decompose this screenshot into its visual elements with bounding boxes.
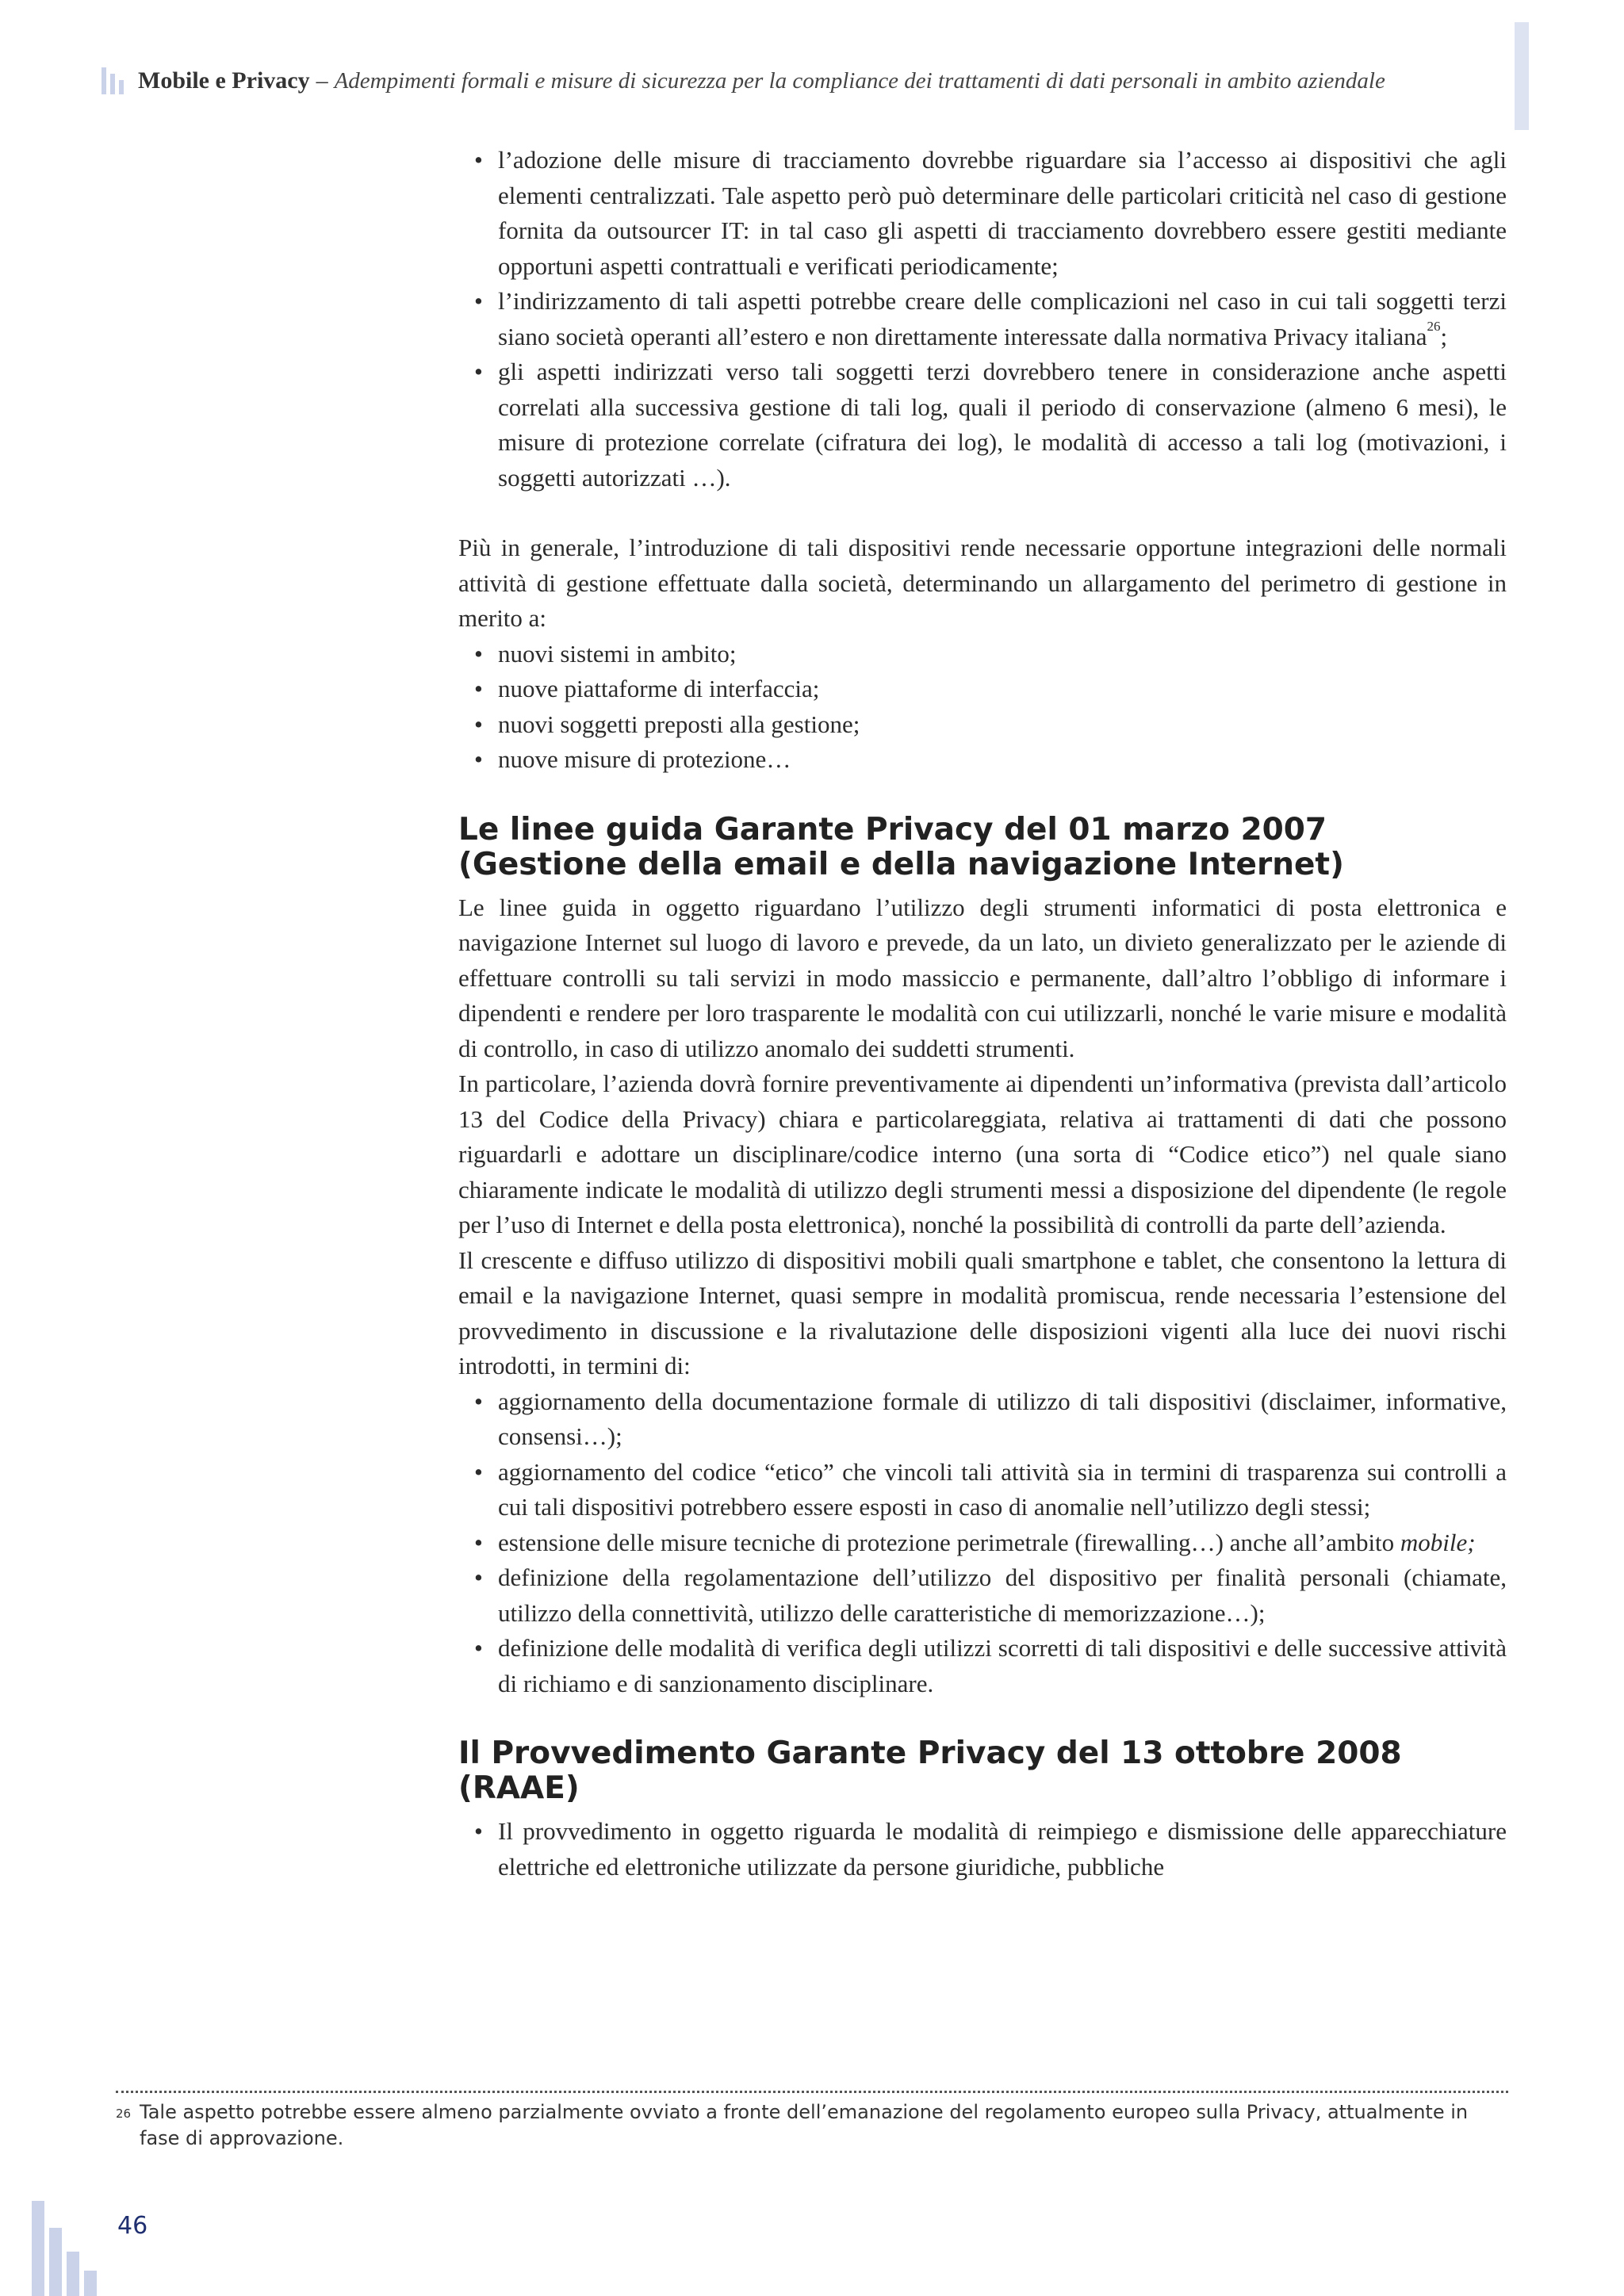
footer-bars-icon <box>32 2201 97 2296</box>
header-title: Mobile e Privacy <box>138 67 310 94</box>
footnote <box>116 2099 1508 2152</box>
intro-paragraph: Più in generale, l’introduzione di tali dispositivi rende necessarie opportune integrazioni delle normali attività di gestione effettuate dalla società, determinando un allargamento del perimetro di gestione in merito a: <box>458 534 1507 632</box>
intro-bullet-list <box>458 637 1507 778</box>
list-item: • definizione della regolamentazione dell’utilizzo del dispositivo per finalità personali (chiamate, utilizzo della connettività, utilizzo delle caratteristiche di memorizzazione…); <box>458 1560 1507 1631</box>
header-subtitle: Adempimenti formali e misure di sicurezza per la compliance dei trattamenti di dati personali in ambito aziendale <box>334 67 1385 94</box>
section-heading: Le linee guida Garante Privacy del 01 marzo 2007 (Gestione della email e della navigazione Internet) <box>458 811 1344 882</box>
body-paragraph: Il crescente e diffuso utilizzo di dispositivi mobili quali smartphone e tablet, che consentono la lettura di email e la navigazione Internet, quasi sempre in modalità promiscua, rende necessaria l’estensione del provvedimento in discussione e la rivalutazione delle disposizioni vigenti alla luce dei nuovi rischi introdotti, in termini di: <box>458 1246 1507 1380</box>
list-item: • nuovi sistemi in ambito; <box>458 637 1507 672</box>
list-item: • nuove misure di protezione… <box>458 742 1507 778</box>
list-item: • estensione delle misure tecniche di protezione perimetrale (firewalling…) anche all’ambito mobile; <box>458 1525 1507 1561</box>
list-item: • l’indirizzamento di tali aspetti potrebbe creare delle complicazioni nel caso in cui tali soggetti terzi siano società operanti all’estero e non direttamente interessate dalla normativa Privacy italiana$^{26}$; <box>458 284 1507 354</box>
list-item: • l’adozione delle misure di tracciamento dovrebbe riguardare sia l’accesso ai dispositivi che agli elementi centralizzati. Tale aspetto però può determinare delle particolari criticità nel caso di gestione fornita da outsourcer IT: in tal caso gli aspetti di tracciamento dovrebbero essere gestiti mediante opportuni aspetti contrattuali e verificati periodicamente; <box>458 143 1507 284</box>
header-separator: – <box>316 67 328 94</box>
list-item: • Il provvedimento in oggetto riguarda le modalità di reimpiego e dismissione delle apparecchiature elettriche ed elettroniche utilizzate da persone giuridiche, pubbliche <box>458 1814 1507 1885</box>
list-item: • nuove piattaforme di interfaccia; <box>458 672 1507 707</box>
list-item: • aggiornamento della documentazione formale di utilizzo di tali dispositivi (disclaimer, informative, consensi…); <box>458 1384 1507 1455</box>
list-item: • gli aspetti indirizzati verso tali soggetti terzi dovrebbero tenere in considerazione anche aspetti correlati alla successiva gestione di tali log, quali il periodo di conservazione (almeno 6 mesi), le misure di protezione correlate (cifratura dei log), le modalità di accesso a tali log (motivazioni, i soggetti autorizzati …). <box>458 354 1507 496</box>
page-header <box>102 57 1513 105</box>
section2-bullet-list <box>458 1814 1507 1885</box>
body-paragraph: Le linee guida in oggetto riguardano l’utilizzo degli strumenti informatici di posta elettronica e navigazione Internet sul luogo di lavoro e prevede, da un lato, un divieto generalizzato per le aziende di effettuare controlli su tali servizi in modo massiccio e permanente, dall’altro l’obbligo di informare i dipendenti e rendere per loro trasparente le modalità con cui utilizzarli, nonché le varie misure e modalità di controllo, in caso di utilizzo anomalo dei suddetti strumenti. <box>458 893 1507 1062</box>
footnote-number: 26 <box>116 2107 132 2121</box>
body-paragraph: In particolare, l’azienda dovrà fornire preventivamente ai dipendenti un’informativa (prevista dall’articolo 13 del Codice della Privacy) chiara e particolareggiata, relativa ai trattamenti di dati che possono riguardarli e adottare un disciplinare/codice interno (una sorta di “Codice etico”) nel quale siano chiaramente indicate le modalità di utilizzo degli strumenti messi a disposizione del dipendente (le regole per l’uso di Internet e della posta elettronica), nonché la possibilità di controlli da parte dell’azienda. <box>458 1070 1507 1238</box>
corner-decoration <box>1515 22 1529 130</box>
list-item: • nuovi soggetti preposti alla gestione; <box>458 707 1507 743</box>
footnote-text: Tale aspetto potrebbe essere almeno parzialmente ovviato a fronte dell’emanazione del regolamento europeo sulla Privacy, attualmente in fase di approvazione. <box>140 2101 1469 2149</box>
footnote-reference: 26 <box>1427 318 1441 334</box>
list-item: • aggiornamento del codice “etico” che vincoli tali attività sia in termini di trasparenza sui controlli a cui tali dispositivi potrebbero essere esposti in caso di anomalie nell’utilizzo degli stessi; <box>458 1455 1507 1525</box>
top-bullet-list <box>458 143 1507 496</box>
list-item: • definizione delle modalità di verifica degli utilizzi scorretti di tali dispositivi e delle successive attività di richiamo e di sanzionamento disciplinare. <box>458 1631 1507 1701</box>
page-content <box>458 143 1507 1885</box>
footnote-divider <box>116 2091 1508 2093</box>
header-bars-icon <box>102 67 124 94</box>
section1-bullet-list <box>458 1384 1507 1702</box>
page-number: 46 <box>117 2212 148 2240</box>
section-heading: Il Provvedimento Garante Privacy del 13 ottobre 2008 (RAAE) <box>458 1735 1402 1806</box>
